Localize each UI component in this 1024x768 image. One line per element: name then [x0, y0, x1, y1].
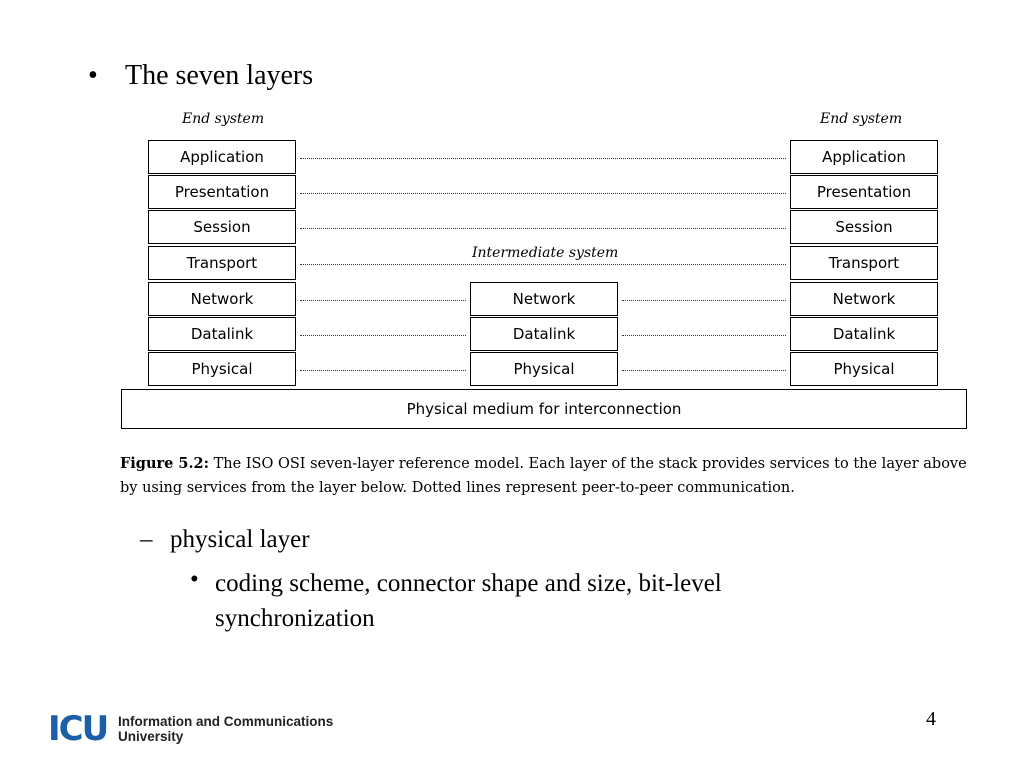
peer-line-transport — [300, 264, 786, 265]
right-layer-session: Session — [790, 210, 938, 244]
caption-label: Figure 5.2: — [120, 455, 209, 472]
right-layer-physical: Physical — [790, 352, 938, 386]
right-layer-transport: Transport — [790, 246, 938, 280]
peer-line-datalink-right — [622, 335, 786, 336]
peer-line-physical-left — [300, 370, 466, 371]
logo-line-2: University — [118, 729, 184, 744]
peer-line-physical-right — [622, 370, 786, 371]
caption-text: The ISO OSI seven-layer reference model. Each layer of the stack provides services to the layer above by using services from the layer below. Dotted lines represent peer-to-peer communication. — [120, 456, 967, 496]
left-layer-application: Application — [148, 140, 296, 174]
peer-line-application — [300, 158, 786, 159]
left-layer-network: Network — [148, 282, 296, 316]
left-layer-physical: Physical — [148, 352, 296, 386]
sub-bullet-text: physical layer — [170, 526, 310, 553]
peer-line-datalink-left — [300, 335, 466, 336]
sub-sub-bullet-text: coding scheme, connector shape and size, bit-level synchronization — [215, 570, 722, 632]
bullet-marker: • — [88, 60, 98, 91]
left-layer-session: Session — [148, 210, 296, 244]
bullet-text: The seven layers — [125, 60, 314, 91]
peer-line-network-right — [622, 300, 786, 301]
logo-wordmark — [118, 714, 333, 744]
left-layer-presentation: Presentation — [148, 175, 296, 209]
logo-mark: ICU — [48, 709, 108, 749]
left-layer-datalink: Datalink — [148, 317, 296, 351]
end-system-right-label: End system — [820, 111, 903, 127]
right-layer-application: Application — [790, 140, 938, 174]
peer-line-network-left — [300, 300, 466, 301]
logo-line-1: Information and Communications — [118, 714, 334, 729]
left-layer-transport: Transport — [148, 246, 296, 280]
mid-layer-datalink: Datalink — [470, 317, 618, 351]
mid-layer-network: Network — [470, 282, 618, 316]
right-layer-network: Network — [790, 282, 938, 316]
peer-line-presentation — [300, 193, 786, 194]
right-layer-presentation: Presentation — [790, 175, 938, 209]
right-layer-datalink: Datalink — [790, 317, 938, 351]
mid-layer-physical: Physical — [470, 352, 618, 386]
page-number: 4 — [926, 708, 936, 730]
sub-bullet-marker: • — [190, 566, 199, 593]
physical-medium-box: Physical medium for interconnection — [121, 389, 967, 429]
intermediate-system-label: Intermediate system — [472, 245, 619, 261]
dash-marker: – — [140, 526, 153, 553]
figure-caption — [120, 452, 980, 500]
end-system-left-label: End system — [182, 111, 265, 127]
peer-line-session — [300, 228, 786, 229]
